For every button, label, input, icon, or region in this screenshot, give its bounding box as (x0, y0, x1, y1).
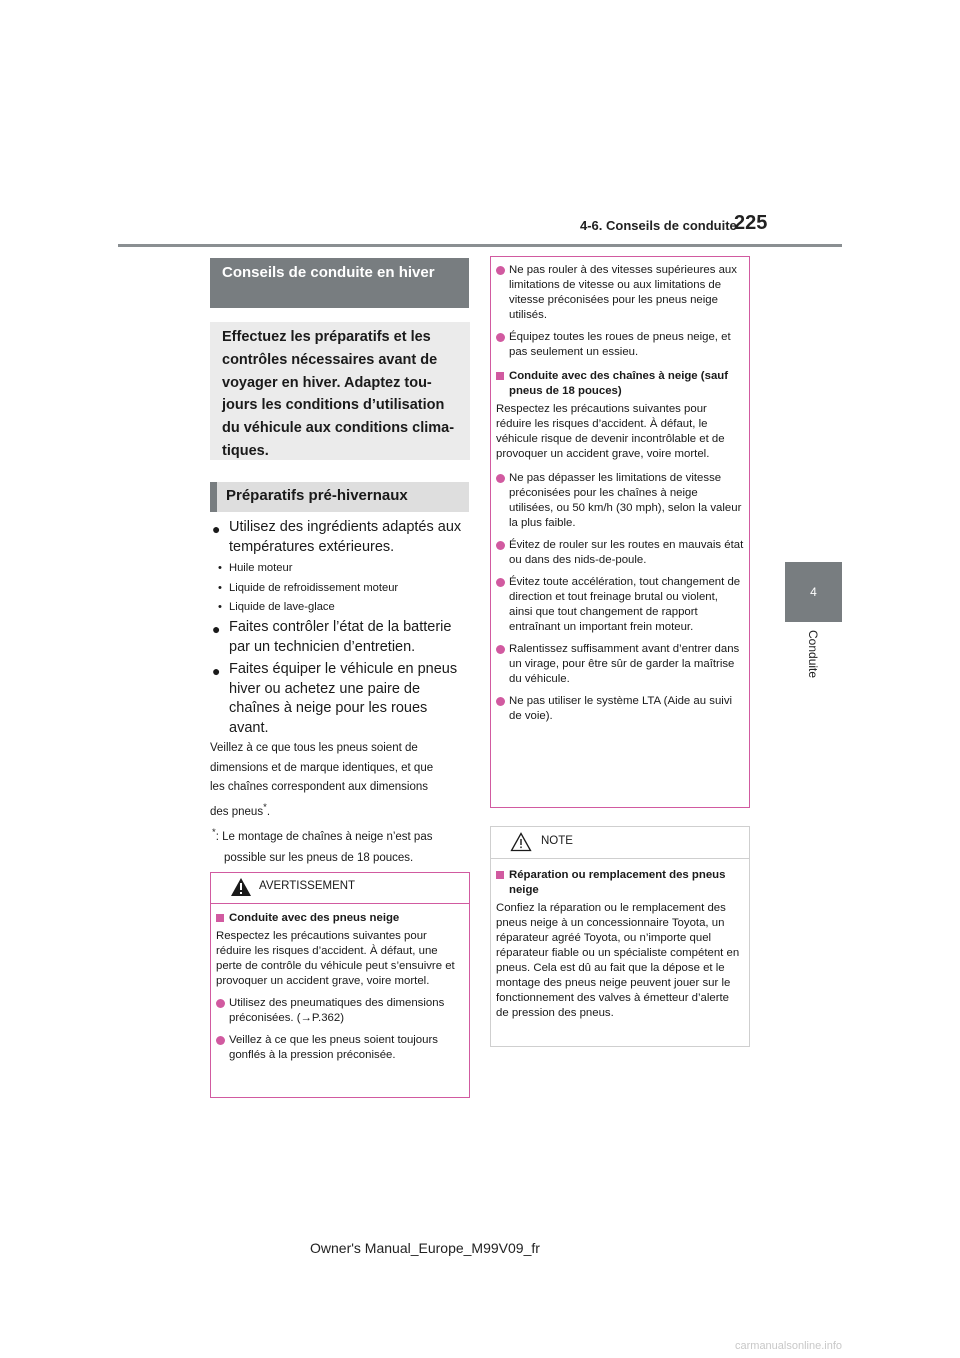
warning-item: Ralentissez suffisamment avant d’entrer dans un virage, pour être sûr de garder la maîtrise du véhicule. (496, 642, 744, 687)
warning-item: Utilisez des pneumatiques des dimensions préconisées. (→P.362) (216, 996, 464, 1026)
para-line-last: des pneus*. (210, 801, 271, 818)
watermark: carmanualsonline.info (735, 1340, 843, 1352)
chapter-tab (785, 562, 842, 622)
intro-box (210, 322, 470, 460)
bullet-line: températures extérieures. (229, 538, 395, 555)
square-bullet-icon (216, 914, 224, 922)
warning-item: Ne pas rouler à des vitesses supérieures aux limitations de vitesse ou aux limitations de vitesse préconisées pour les pneus neige utilisés. (496, 263, 744, 323)
bullet-item (212, 660, 457, 738)
bullet-dot-icon: ● (212, 521, 221, 537)
circle-bullet-icon (496, 474, 505, 483)
warning-item: Ne pas utiliser le système LTA (Aide au suivi de voie). (496, 694, 744, 724)
circle-bullet-icon (496, 333, 505, 342)
para-line: les chaînes correspondent aux dimensions (210, 781, 428, 793)
list-item: • Huile moteur (218, 562, 293, 574)
warning-text: Respectez les précautions suivantes pour réduire les risques d’accident. À défaut, une perte de contrôle du véhicule peut s’ensuivre et provoquer un accident grave, voire mortel. (216, 930, 455, 987)
warning-item: Veillez à ce que les pneus soient toujours gonflés à la pression préconisée. (216, 1033, 464, 1063)
document-id: Owner's Manual_Europe_M99V09_fr (310, 1240, 540, 1256)
intro-line: jours les conditions d’utilisation (222, 397, 445, 414)
warning-label: AVERTISSEMENT (259, 880, 356, 892)
bullet-line: Faites équiper le véhicule en pneus (229, 661, 458, 677)
intro-line: du véhicule aux conditions clima- (222, 420, 455, 437)
circle-bullet-icon (496, 697, 505, 706)
bullet-dot-icon: ● (212, 621, 221, 637)
footnote-line: : Le montage de chaînes à neige n’est pas (215, 830, 433, 843)
note-text: Confiez la réparation ou le remplacement des pneus neige à un concessionnaire Toyota, un réparateur agréé Toyota, ou n’importe quel réparateur fiable ou un spécialiste compétent en pneus. Cela est dû au fait que la dépose et le montage des pneus neige peuvent jouer sur le fonctionnement des valves à émetteur d’alerte de pression des pneus. (496, 902, 740, 1019)
warning-triangle-icon (230, 877, 252, 897)
note-header (491, 827, 749, 859)
para-line: dimensions et de marque identiques, et que (210, 761, 434, 774)
header-rule (118, 244, 842, 247)
subheading-pre-winter: Préparatifs pré-hivernaux (210, 482, 469, 512)
warning-heading: Conduite avec des pneus neige (216, 911, 464, 926)
section-label: 4-6. Conseils de conduite (580, 218, 737, 233)
note-box (490, 826, 750, 1047)
square-bullet-icon (496, 372, 504, 380)
warning-header (211, 873, 469, 904)
chains-text: Respectez les précautions suivantes pour réduire les risques d’accident. À défaut, le véhicule risque de devenir incontrôlable et de provoquer un accident grave, voire mortel. (496, 403, 725, 460)
bullet-line: hiver ou achetez une paire de (229, 680, 421, 697)
list-item-text: Huile moteur (229, 562, 293, 574)
intro-line: voyager en hiver. Adaptez tou- (222, 374, 432, 391)
note-label: NOTE (541, 835, 573, 847)
circle-bullet-icon (216, 999, 225, 1008)
warning-item: Évitez de rouler sur les routes en mauvais état ou dans des nids-de-poule. (496, 538, 744, 568)
intro-line: tiques. (222, 442, 269, 459)
bullet-dot-icon: ● (212, 663, 221, 679)
footnote-line: possible sur les pneus de 18 pouces. (224, 851, 414, 864)
note-triangle-icon (510, 832, 532, 852)
list-item-text: Liquide de lave-glace (229, 601, 335, 613)
bullet-line: avant. (229, 719, 269, 736)
list-item-text: Liquide de refroidissement moteur (229, 582, 399, 594)
square-bullet-icon (496, 871, 504, 879)
bullet-line: par un technicien d’entretien. (229, 638, 416, 655)
tire-paragraph (210, 739, 472, 822)
para-line: Veillez à ce que tous les pneus soient de (210, 742, 418, 754)
warning-box-continued (490, 256, 750, 808)
list-item: • Liquide de refroidissement moteur (218, 582, 399, 594)
warning-item: Évitez toute accélération, tout changement de direction et tout freinage brutal ou violent, ainsi que tout changement de rapport entraînant un important frein moteur. (496, 575, 744, 635)
footnote-mark: * (212, 827, 216, 838)
bullet-line: chaînes à neige pour les roues (229, 700, 428, 716)
section-title: Conseils de conduite en hiver (210, 258, 469, 308)
circle-bullet-icon (496, 645, 505, 654)
circle-bullet-icon (496, 266, 505, 275)
chapter-number: 4 (810, 585, 817, 599)
warning-item: Ne pas dépasser les limitations de vitesse préconisées pour les chaînes à neige utilisées, ou 50 km/h (30 mph), selon la valeur la plus faible. (496, 471, 744, 531)
footnote-ref: * (263, 801, 267, 813)
warning-item: Équipez toutes les roues de pneus neige, et pas seulement un essieu. (496, 330, 744, 360)
warning-box (210, 872, 470, 1098)
circle-bullet-icon (216, 1036, 225, 1045)
note-heading: Réparation ou remplacement des pneus neige (496, 868, 744, 898)
bullet-item (212, 518, 461, 557)
list-item: • Liquide de lave-glace (218, 601, 335, 613)
bullet-item (212, 618, 451, 657)
chains-heading: Conduite avec des chaînes à neige (sauf pneus de 18 pouces) (496, 369, 744, 399)
intro-line: Effectuez les préparatifs et les (222, 329, 431, 345)
chapter-label: Conduite (806, 630, 820, 679)
circle-bullet-icon (496, 541, 505, 550)
footnote (212, 822, 474, 869)
intro-line: contrôles nécessaires avant de (222, 351, 438, 368)
bullet-line: Faites contrôler l’état de la batterie (229, 619, 452, 635)
bullet-line: Utilisez des ingrédients adaptés aux (229, 519, 462, 535)
page-number: 225 (734, 212, 768, 234)
circle-bullet-icon (496, 578, 505, 587)
